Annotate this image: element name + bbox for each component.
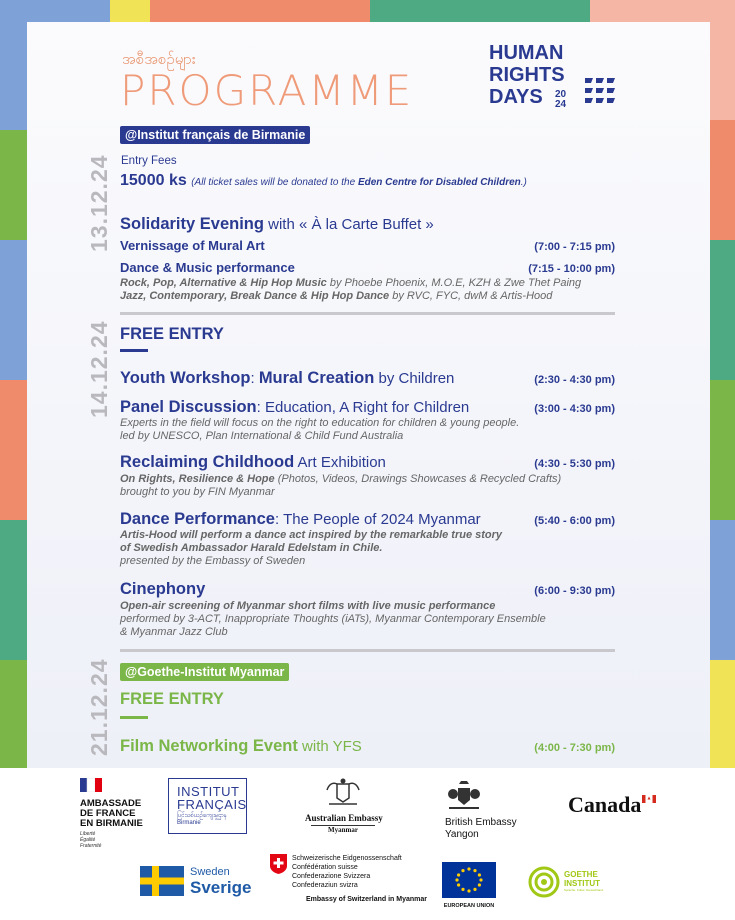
cinephony-description	[120, 600, 546, 639]
event-title-bold: Solidarity Evening	[120, 215, 264, 233]
human-rights-days-logo	[489, 42, 565, 108]
time-panel-discussion: (3:00 - 4:30 pm)	[534, 403, 615, 415]
entry-fee-row	[120, 172, 527, 190]
dance-music-description	[120, 277, 620, 303]
desc-line: Open-air screening of Myanmar short films with live music performance	[120, 600, 496, 612]
desc-line-1	[120, 277, 620, 290]
desc-line: & Myanmar Jazz Club	[120, 626, 228, 638]
date-13-12-24: 13.12.24	[86, 154, 112, 252]
accent-bar-green	[120, 716, 148, 719]
if-myanmar: ပြင်သစ်ယဉ်ကျေးမှုဌာန	[177, 813, 228, 819]
event-dance-performance	[120, 510, 481, 529]
people-pattern-icon	[585, 76, 617, 108]
page-title: PROGRAMME	[120, 66, 414, 115]
logo-canada	[568, 792, 641, 818]
brand-line-2: RIGHTS	[489, 64, 565, 86]
uk-line-2: Yangon	[445, 829, 479, 840]
desc-line-1-bold: Rock, Pop, Alternative & Hip Hop Music	[120, 277, 327, 289]
if-line-2: FRANÇAIS	[177, 797, 247, 812]
myanmar-title: အစီအစဉ်များ	[122, 51, 196, 68]
event-reclaiming-childhood	[120, 453, 386, 472]
entry-fees-label: Entry Fees	[121, 155, 177, 167]
desc-line: Experts in the field will focus on the right to education for children & young people.	[120, 417, 520, 429]
desc-line: led by UNESCO, Plan International & Child Fund Australia	[120, 430, 404, 442]
if-line-1: INSTITUT	[177, 784, 240, 799]
sweden-flag-icon	[140, 866, 184, 896]
desc-line-1-rest: by Phoebe Phoenix, M.O.E, KZH & Zwe Thet Paing	[326, 277, 582, 289]
time-dance-performance: (5:40 - 6:00 pm)	[534, 515, 615, 527]
desc-line-2-rest: by RVC, FYC, dwM & Artis-Hood	[389, 290, 553, 302]
venue-badge-institut-francais: @Institut français de Birmanie	[120, 126, 310, 144]
logo-goethe-institut	[528, 866, 604, 903]
time-film-networking: (4:00 - 7:30 pm)	[534, 742, 615, 754]
desc-line: brought to you by FIN Myanmar	[120, 486, 275, 498]
event-panel-discussion	[120, 398, 469, 417]
logo-australian-embassy	[305, 778, 381, 834]
event-bold: Youth Workshop	[120, 369, 251, 387]
event-rest: : The People of 2024 Myanmar	[275, 511, 481, 528]
marianne-icon	[80, 778, 102, 792]
event-rest: by Children	[374, 370, 455, 387]
desc-line-2-bold: Jazz, Contemporary, Break Dance & Hip Hop Dance	[120, 290, 390, 302]
time-youth-workshop: (2:30 - 4:30 pm)	[534, 374, 615, 386]
event-rest: with YFS	[297, 738, 362, 755]
time-cinephony: (6:00 - 9:30 pm)	[534, 585, 615, 597]
goethe-line-1: GOETHE	[564, 870, 598, 879]
event-bold-2: Mural Creation	[258, 369, 375, 387]
divider	[120, 649, 615, 652]
motto-1: Liberté	[80, 831, 96, 837]
logo-british-embassy	[445, 780, 517, 841]
goethe-line-2: INSTITUT	[564, 879, 600, 888]
divider	[120, 312, 615, 315]
event-mid: :	[250, 370, 259, 387]
uk-line-1: British Embassy	[445, 817, 517, 828]
event-cinephony	[120, 580, 205, 599]
desc-rest: (Photos, Videos, Drawings Showcases & Recycled Crafts)	[274, 473, 562, 485]
swiss-shield-icon	[270, 854, 287, 874]
desc-bold: On Rights, Resilience & Hope	[120, 473, 275, 485]
fee-note-bold: Eden Centre for Disabled Children	[357, 177, 521, 188]
logo-ambassade-france	[80, 778, 143, 849]
swiss-line-3: Confederazione Svizzera	[292, 873, 371, 880]
event-bold: Film Networking Event	[120, 737, 298, 755]
event-youth-workshop	[120, 369, 454, 388]
sponsor-logos	[0, 768, 735, 920]
coat-of-arms-icon	[323, 778, 363, 808]
event-rest: : Education, A Right for Children	[256, 399, 470, 416]
goethe-line-3: Sprache. Kultur. Deutschland.	[564, 888, 604, 892]
desc-line	[120, 473, 561, 486]
brand-year: 20 24	[555, 89, 567, 110]
brand-line-3: DAYS	[489, 86, 543, 108]
swiss-line-2: Confédération suisse	[292, 864, 358, 871]
logo-sweden	[140, 866, 252, 901]
desc-line: presented by the Embassy of Sweden	[120, 555, 306, 567]
logo-institut-francais	[168, 778, 247, 834]
brand-line-1: HUMAN	[489, 42, 564, 64]
aus-line-1: Australian Embassy	[305, 813, 383, 823]
royal-arms-icon	[445, 780, 483, 812]
canada-wordmark: Canada	[568, 792, 642, 817]
dance-performance-description	[120, 529, 502, 568]
desc-line: performed by 3-ACT, Inappropriate Thoughts (iATs), Myanmar Contemporary Ensemble	[120, 613, 546, 625]
desc-line: Artis-Hood will perform a dance act inspired by the remarkable true story	[120, 529, 503, 541]
fee-amount: 15000 ks	[120, 172, 187, 189]
event-bold: Panel Discussion	[120, 398, 257, 416]
if-line-3: Birmanie	[177, 820, 201, 826]
free-entry-label-green: FREE ENTRY	[120, 690, 224, 708]
sweden-line-1: Sweden	[190, 866, 230, 878]
venue-badge-goethe: @Goethe-Institut Myanmar	[120, 663, 289, 681]
panel-description	[120, 417, 519, 443]
logo-switzerland	[270, 854, 427, 903]
event-bold: Cinephony	[120, 580, 206, 598]
motto-3: Fraternité	[80, 843, 102, 849]
time-dance-music: (7:15 - 10:00 pm)	[528, 263, 615, 275]
date-21-12-24: 21.12.24	[86, 658, 112, 756]
event-rest: Art Exhibition	[294, 454, 386, 471]
motto-2: Égalité	[80, 837, 96, 843]
france-line-2: DE FRANCE	[80, 808, 136, 819]
accent-bar	[120, 349, 148, 352]
desc-line: of Swedish Ambassador Harald Edelstam in Chile.	[120, 542, 383, 554]
event-title-rest: with « À la Carte Buffet »	[263, 216, 434, 233]
france-line-1: AMBASSADE	[80, 798, 142, 809]
reclaiming-description	[120, 473, 561, 499]
fee-note-pre: (All ticket sales will be donated to the	[191, 177, 358, 188]
eu-label: EUROPEAN UNION	[443, 903, 495, 909]
event-bold: Dance Performance	[120, 510, 275, 528]
time-reclaiming-childhood: (4:30 - 5:30 pm)	[534, 458, 615, 470]
fee-note	[191, 177, 527, 188]
free-entry-label: FREE ENTRY	[120, 325, 224, 343]
sweden-line-2: Sverige	[190, 878, 252, 897]
event-solidarity-evening	[120, 215, 434, 234]
event-film-networking	[120, 737, 362, 756]
time-vernissage: (7:00 - 7:15 pm)	[534, 241, 615, 253]
swiss-line-1: Schweizerische Eidgenossenschaft	[292, 855, 402, 862]
event-bold: Reclaiming Childhood	[120, 453, 295, 471]
eu-flag-icon	[442, 862, 496, 898]
swiss-line-4: Confederaziun svizra	[292, 882, 358, 889]
goethe-spiral-icon	[528, 866, 560, 898]
item-vernissage: Vernissage of Mural Art	[120, 238, 265, 253]
france-line-3: EN BIRMANIE	[80, 818, 143, 829]
aus-line-2: Myanmar	[311, 825, 375, 834]
item-dance-music: Dance & Music performance	[120, 260, 295, 275]
logo-european-union	[442, 862, 496, 909]
desc-line-2	[120, 290, 620, 303]
canada-flag-icon	[642, 795, 656, 803]
fee-note-post: .)	[520, 177, 527, 188]
swiss-line-5: Embassy of Switzerland in Myanmar	[306, 896, 427, 903]
date-14-12-24: 14.12.24	[86, 320, 112, 418]
